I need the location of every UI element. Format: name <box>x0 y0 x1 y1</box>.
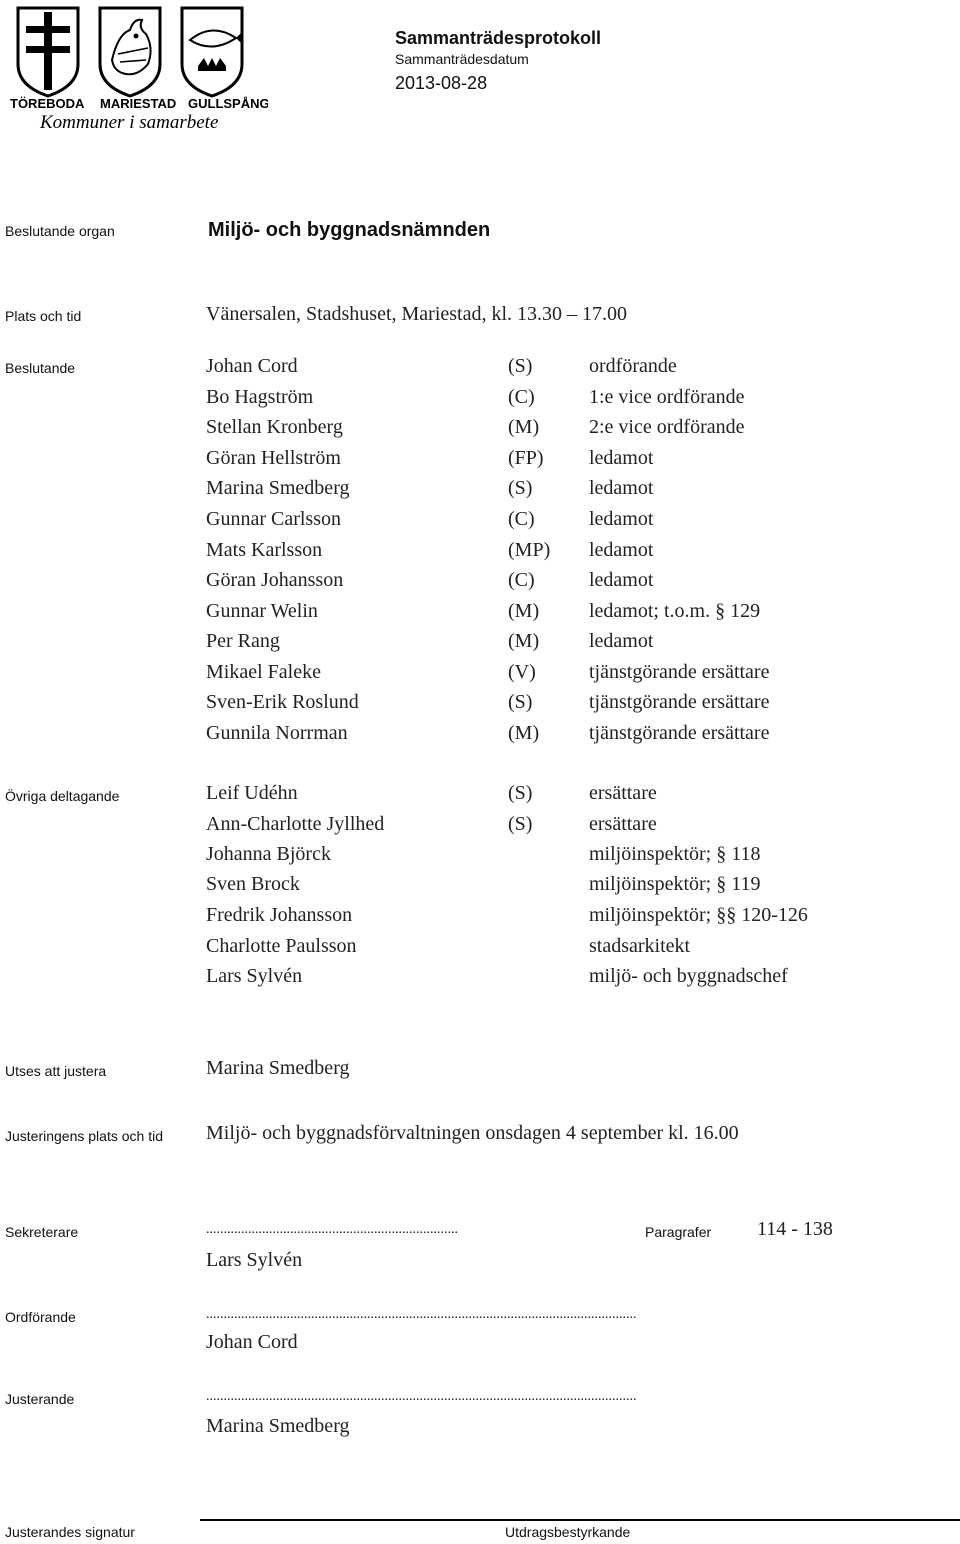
footer-extract-certification: Utdragsbestyrkande <box>505 1524 631 1540</box>
secretary-label: Sekreterare <box>5 1224 79 1240</box>
appointed-adjuster-value: Marina Smedberg <box>206 1057 350 1079</box>
participant-role: ersättare <box>589 782 657 804</box>
participant-role: ersättare <box>589 813 657 835</box>
participant-role: miljö- och byggnadschef <box>589 965 788 987</box>
meeting-date-label: Sammanträdesdatum <box>395 51 529 67</box>
municipality-logos <box>8 4 268 134</box>
chair-name: Johan Cord <box>206 1331 298 1353</box>
adjuster-label: Justerande <box>5 1391 75 1407</box>
member-role: tjänstgörande ersättare <box>589 661 770 683</box>
member-role: ledamot <box>589 630 654 652</box>
participant-name: Leif Udéhn <box>206 782 298 804</box>
paragraphs-value: 114 - 138 <box>757 1218 833 1240</box>
member-name: Johan Cord <box>206 355 298 377</box>
member-party: (S) <box>508 355 533 377</box>
participant-party: (S) <box>508 782 533 804</box>
chair-label: Ordförande <box>5 1309 76 1325</box>
member-name: Stellan Kronberg <box>206 416 343 438</box>
member-party: (FP) <box>508 447 544 469</box>
participant-name: Charlotte Paulsson <box>206 935 357 957</box>
member-name: Mats Karlsson <box>206 539 323 561</box>
member-role: tjänstgörande ersättare <box>589 691 770 713</box>
gullspang-shield-icon <box>182 8 242 96</box>
member-party: (M) <box>508 600 540 622</box>
deciding-label: Beslutande <box>5 360 76 376</box>
member-role: 2:e vice ordförande <box>589 416 745 438</box>
member-role: tjänstgörande ersättare <box>589 722 770 744</box>
participant-name: Ann-Charlotte Jyllhed <box>206 813 385 835</box>
member-name: Gunnila Norrman <box>206 722 348 744</box>
member-name: Mikael Faleke <box>206 661 321 683</box>
member-party: (C) <box>508 386 535 408</box>
participant-name: Lars Sylvén <box>206 965 303 987</box>
svg-text:MARIESTAD: MARIESTAD <box>100 96 177 111</box>
member-party: (M) <box>508 416 540 438</box>
document-title: Sammanträdesprotokoll <box>395 28 602 48</box>
participant-name: Johanna Björck <box>206 843 331 865</box>
member-name: Sven-Erik Roslund <box>206 691 359 713</box>
paragraphs-label: Paragrafer <box>645 1224 712 1240</box>
svg-text:TÖREBODA: TÖREBODA <box>10 96 85 111</box>
chair-signature-line: ........................................................................................................................... <box>206 1307 637 1322</box>
member-party: (V) <box>508 661 536 683</box>
participant-name: Fredrik Johansson <box>206 904 353 926</box>
member-role: ledamot <box>589 477 654 499</box>
member-role: 1:e vice ordförande <box>589 386 745 408</box>
member-role: ledamot <box>589 539 654 561</box>
member-name: Bo Hagström <box>206 386 314 408</box>
member-name: Per Rang <box>206 630 280 652</box>
member-party: (MP) <box>508 539 551 561</box>
secretary-signature-line: ........................................................................ <box>206 1222 458 1237</box>
member-party: (M) <box>508 630 540 652</box>
member-name: Göran Hellström <box>206 447 341 469</box>
meeting-date-value: 2013-08-28 <box>395 73 488 93</box>
participant-party: (S) <box>508 813 533 835</box>
participant-role: miljöinspektör; § 118 <box>589 843 761 865</box>
member-role: ordförande <box>589 355 677 377</box>
footer-adjuster-signature: Justerandes signatur <box>5 1524 135 1540</box>
participant-role: miljöinspektör; §§ 120-126 <box>589 904 808 926</box>
adjust-place-label: Justeringens plats och tid <box>5 1128 163 1144</box>
member-party: (S) <box>508 477 533 499</box>
member-role: ledamot <box>589 447 654 469</box>
member-role: ledamot <box>589 508 654 530</box>
organ-label: Beslutande organ <box>5 223 115 239</box>
svg-text:Kommuner i samarbete: Kommuner i samarbete <box>40 112 219 133</box>
participant-role: miljöinspektör; § 119 <box>589 873 761 895</box>
adjuster-name: Marina Smedberg <box>206 1415 350 1437</box>
member-party: (C) <box>508 508 535 530</box>
member-name: Gunnar Welin <box>206 600 318 622</box>
member-party: (C) <box>508 569 535 591</box>
adjuster-signature-line: ........................................................................................................................... <box>206 1389 637 1404</box>
place-value: Vänersalen, Stadshuset, Mariestad, kl. 13.30 – 17.00 <box>206 303 628 325</box>
member-party: (S) <box>508 691 533 713</box>
member-role: ledamot; t.o.m. § 129 <box>589 600 761 622</box>
member-name: Marina Smedberg <box>206 477 350 499</box>
member-name: Gunnar Carlsson <box>206 508 341 530</box>
coat-of-arms-icons <box>8 4 268 134</box>
appointed-adjuster-label: Utses att justera <box>5 1063 107 1079</box>
member-name: Göran Johansson <box>206 569 344 591</box>
toreboda-shield-icon <box>18 8 78 96</box>
member-party: (M) <box>508 722 540 744</box>
secretary-name: Lars Sylvén <box>206 1249 303 1271</box>
participant-role: stadsarkitekt <box>589 935 691 957</box>
organ-value: Miljö- och byggnadsnämnden <box>208 219 491 241</box>
mariestad-shield-icon <box>100 8 160 96</box>
adjust-place-value: Miljö- och byggnadsförvaltningen onsdagen 4 september kl. 16.00 <box>206 1122 739 1144</box>
svg-text:GULLSPÅNG: GULLSPÅNG <box>188 96 268 111</box>
participant-name: Sven Brock <box>206 873 300 895</box>
member-role: ledamot <box>589 569 654 591</box>
others-label: Övriga deltagande <box>5 788 120 804</box>
place-label: Plats och tid <box>5 308 82 324</box>
footer-divider <box>200 1519 960 1521</box>
